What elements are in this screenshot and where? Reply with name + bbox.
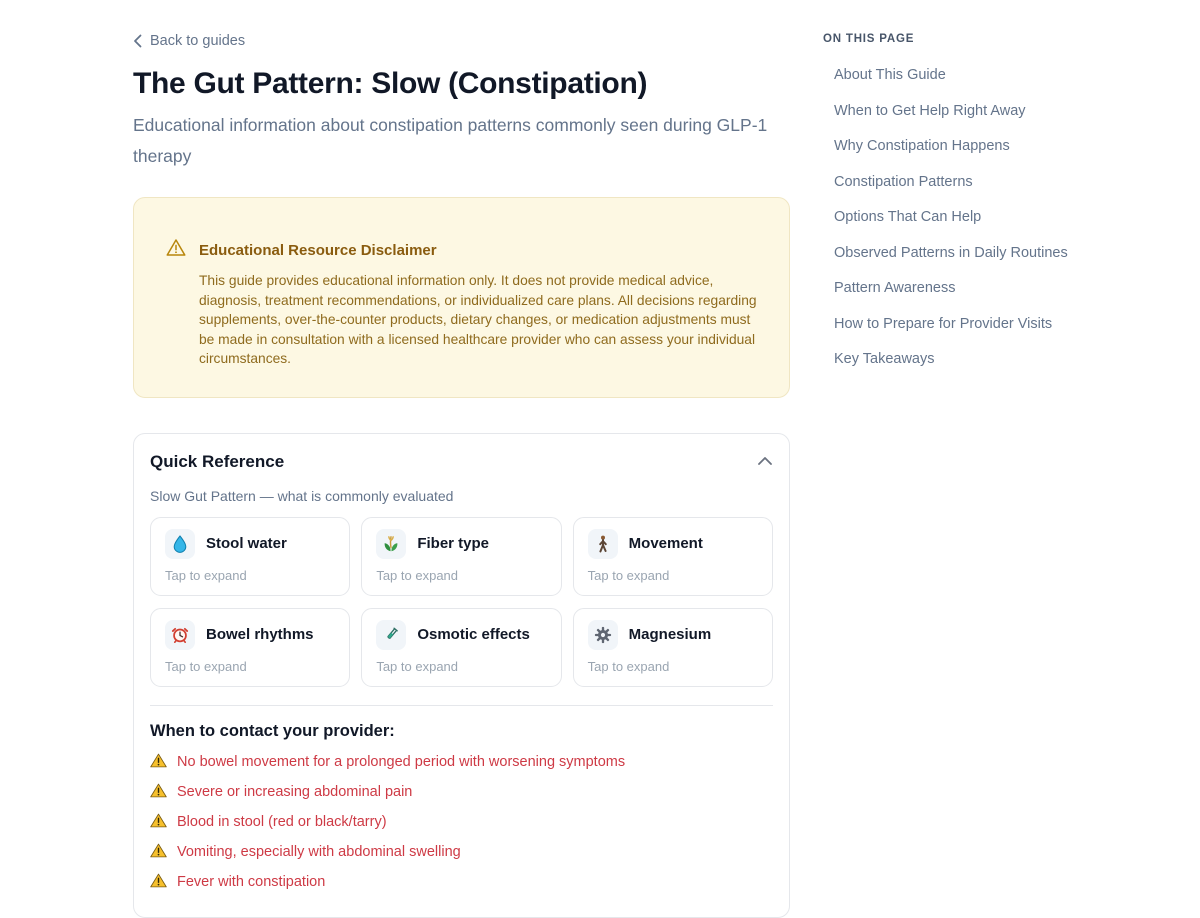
toc-item-how-to-prepare[interactable]: How to Prepare for Provider Visits <box>834 315 1053 332</box>
tile-label: Stool water <box>206 535 287 553</box>
tile-hint: Tap to expand <box>165 658 247 674</box>
gear-icon <box>588 620 618 650</box>
disclaimer-title: Educational Resource Disclaimer <box>199 241 437 259</box>
tile-osmotic-effects[interactable] <box>361 608 561 687</box>
warning-triangle-icon <box>150 843 167 862</box>
quick-reference-card <box>133 433 790 918</box>
warning-text: Vomiting, especially with abdominal swelling <box>177 844 461 861</box>
warning-triangle-icon <box>150 873 167 892</box>
quick-reference-grid <box>150 517 773 687</box>
tile-label: Osmotic effects <box>417 626 530 644</box>
tile-hint: Tap to expand <box>165 567 247 583</box>
provider-warning-item <box>150 843 773 862</box>
toc-item-pattern-awareness[interactable]: Pattern Awareness <box>834 280 956 296</box>
tile-hint: Tap to expand <box>587 567 670 583</box>
chevron-left-icon <box>133 34 142 48</box>
back-link-label: Back to guides <box>150 33 246 49</box>
tile-magnesium[interactable] <box>573 608 773 687</box>
toc-item-when-to-get-help[interactable]: When to Get Help Right Away <box>834 102 1026 119</box>
alarm-clock-icon <box>165 620 195 650</box>
quick-reference-subtitle: Slow Gut Pattern — what is commonly evaluated <box>150 487 454 504</box>
tile-stool-water[interactable] <box>150 517 350 596</box>
tile-label: Magnesium <box>628 626 712 644</box>
chevron-up-icon[interactable] <box>757 453 773 471</box>
back-to-guides-link[interactable] <box>133 33 245 49</box>
toc-item-observed-patterns[interactable]: Observed Patterns in Daily Routines <box>834 244 1068 261</box>
provider-warning-item <box>150 873 773 892</box>
provider-warning-list <box>150 753 773 892</box>
provider-section-heading: When to contact your provider: <box>150 721 395 740</box>
quick-reference-title: Quick Reference <box>150 451 285 471</box>
warning-text: No bowel movement for a prolonged period with worsening symptoms <box>177 754 626 771</box>
toc-heading: ON THIS PAGE <box>823 33 915 45</box>
warning-text: Fever with constipation <box>177 874 326 891</box>
warning-text: Severe or increasing abdominal pain <box>177 784 413 801</box>
tile-label: Movement <box>628 535 703 553</box>
droplet-icon <box>165 529 195 559</box>
warning-text: Blood in stool (red or black/tarry) <box>177 814 387 831</box>
toc-item-why-constipation-happens[interactable]: Why Constipation Happens <box>834 138 1010 154</box>
toc-item-constipation-patterns[interactable]: Constipation Patterns <box>834 173 973 190</box>
toc-item-key-takeaways[interactable]: Key Takeaways <box>834 351 935 367</box>
walking-person-icon <box>588 529 618 559</box>
warning-triangle-icon <box>150 813 167 832</box>
tile-hint: Tap to expand <box>376 567 459 583</box>
tile-label: Fiber type <box>417 535 490 553</box>
warning-triangle-outline-icon <box>166 238 186 262</box>
disclaimer-body: This guide provides educational information only. It does not provide medical advice, diagnosis, treatment recommendations, or individualized care plans. All decisions regarding supplements, over-the-counter products, dietary changes, or medication adjustments must be made in consultation with a licensed healthcare provider who can assess your individual circumstances. <box>199 273 757 367</box>
test-tube-icon <box>376 620 406 650</box>
tile-movement[interactable] <box>573 517 773 596</box>
tile-hint: Tap to expand <box>376 658 459 674</box>
toc-item-options-that-can-help[interactable]: Options That Can Help <box>834 209 982 225</box>
toc-list <box>823 66 1103 369</box>
quick-reference-collapse-header[interactable] <box>150 452 773 472</box>
on-this-page-sidebar <box>823 0 1103 900</box>
tile-bowel-rhythms[interactable] <box>150 608 350 687</box>
disclaimer-header <box>166 238 757 262</box>
divider <box>150 705 773 706</box>
tile-label: Bowel rhythms <box>206 626 314 644</box>
disclaimer-banner <box>133 197 790 398</box>
provider-warning-item <box>150 813 773 832</box>
page-subtitle: Educational information about constipation patterns commonly seen during GLP-1 therapy <box>133 115 768 166</box>
warning-triangle-icon <box>150 753 167 772</box>
fiber-plant-icon <box>376 529 406 559</box>
tile-fiber-type[interactable] <box>361 517 561 596</box>
tile-hint: Tap to expand <box>587 658 670 674</box>
main-column <box>133 0 790 900</box>
toc-item-about-this-guide[interactable]: About This Guide <box>834 67 946 83</box>
warning-triangle-icon <box>150 783 167 802</box>
provider-warning-item <box>150 753 773 772</box>
page-title: The Gut Pattern: Slow (Constipation) <box>133 67 648 100</box>
provider-warning-item <box>150 783 773 802</box>
